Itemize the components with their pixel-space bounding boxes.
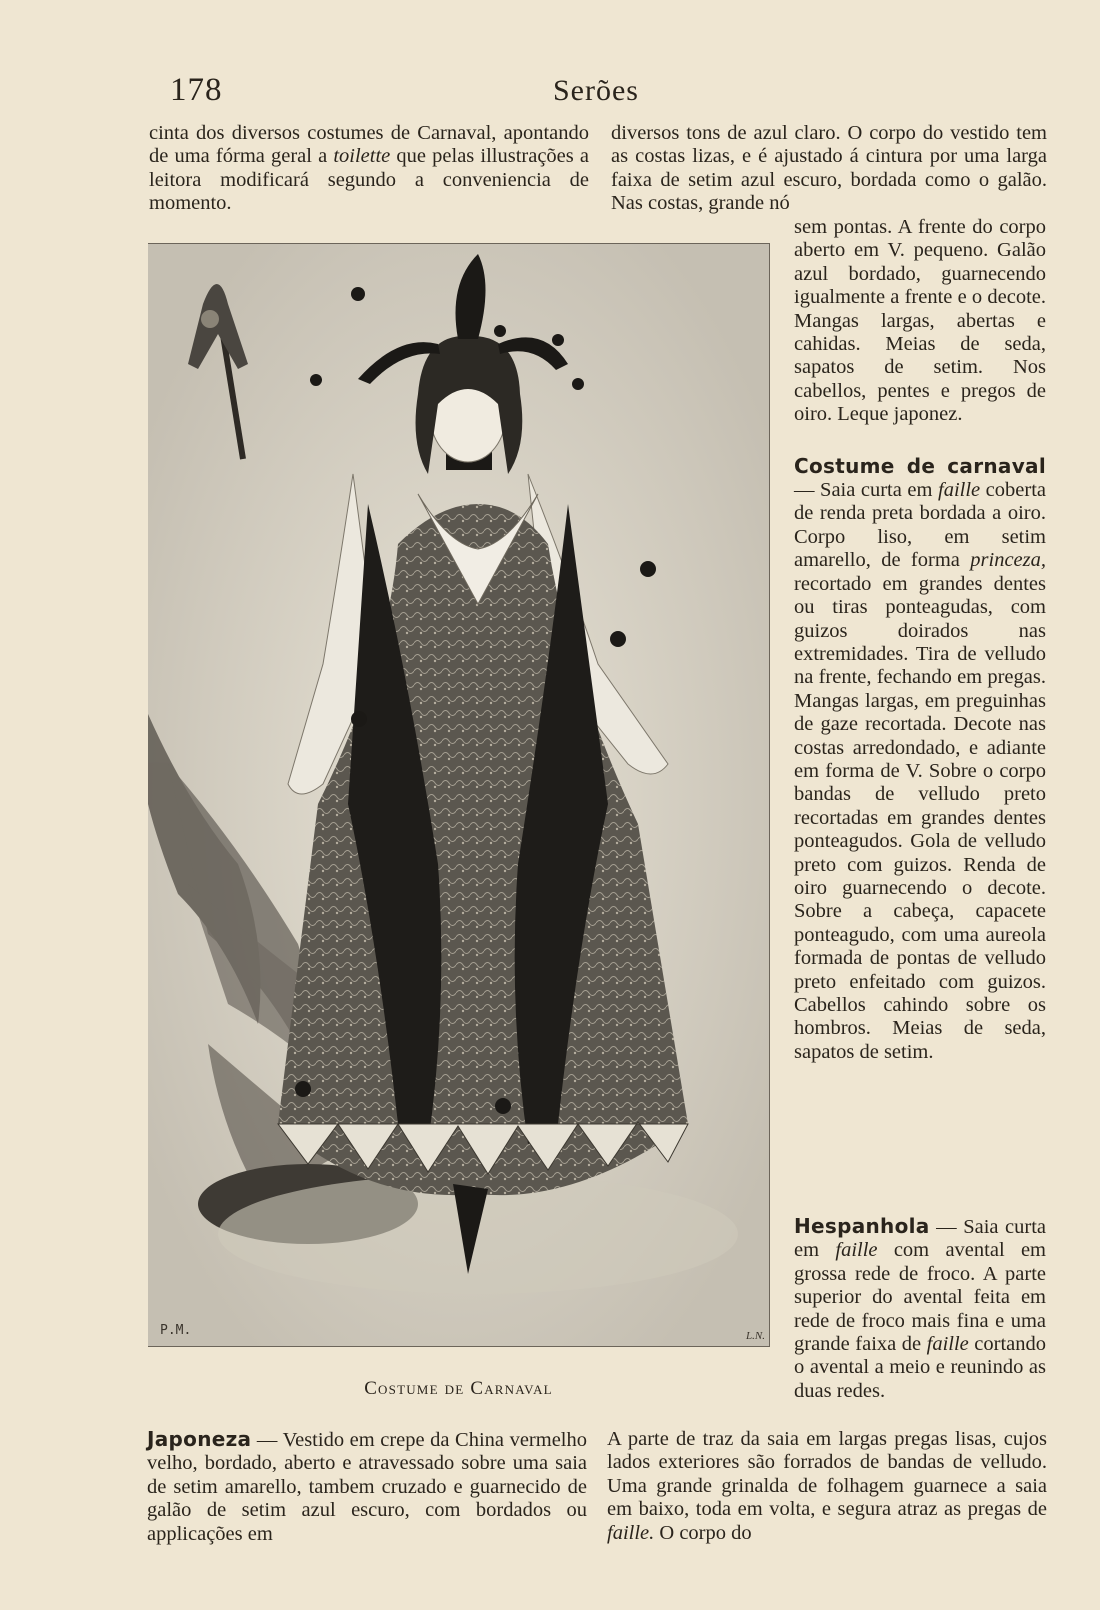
intro-right-column	[611, 122, 1047, 216]
carnaval-title: Costume de carnaval	[794, 453, 1046, 478]
intro-left-text-end: que pelas illustrações a leitora modificará segundo a conveniencia de momento.	[149, 145, 589, 215]
japoneza-title: Japoneza	[147, 1427, 252, 1451]
hespanhola-text-3: cortando o avental a meio e reunindo as duas redes.	[794, 1333, 1046, 1402]
illustration-drawing	[148, 244, 769, 1346]
page-header	[0, 72, 1100, 118]
japoneza-section	[147, 1428, 587, 1546]
intro-left-text: cinta dos diversos costumes de Carnaval, apontando de uma fórma geral a	[149, 122, 589, 168]
right-column	[794, 216, 1046, 1064]
bottom-right-column	[607, 1428, 1047, 1545]
hespanhola-emphasis-1: faille	[835, 1239, 878, 1262]
japoneza-paragraph	[147, 1428, 587, 1546]
illustration-caption: Costume de Carnaval	[364, 1378, 553, 1399]
intro-left-emphasis: toilette	[333, 145, 391, 168]
costume-illustration	[148, 243, 770, 1347]
page-number: 178	[170, 72, 223, 108]
running-title: Serões	[553, 74, 639, 107]
carnaval-text-1: Saia curta em	[820, 479, 938, 502]
hespanhola-title: Hespanhola	[794, 1214, 930, 1238]
previous-description-end: sem pontas. A frente do corpo aberto em V. pequeno. Galão azul bordado, guarnecendo igualmente a frente e o decote. Mangas largas, abertas e cahidas. Meias de seda, sapatos de setim. Nos cabellos, pentes e pregos de oiro. Leque japonez.	[794, 216, 1046, 426]
hespanhola-dash: —	[929, 1216, 964, 1238]
illustrator-signature: P.M.	[160, 1323, 192, 1338]
hespanhola-text-1: Saia curta em	[794, 1216, 1046, 1262]
carnaval-emphasis-2: princeza,	[970, 549, 1046, 572]
intro-left-paragraph	[149, 122, 589, 216]
bottom-right-paragraph	[607, 1428, 1047, 1545]
carnaval-dash: —	[794, 479, 821, 502]
bottom-right-text-1: A parte de traz da saia em largas pregas lisas, cujos lados exteriores são forrados de bandas de velludo. Uma grande grinalda de folhagem guarnece a saia em baixo, toda em volta, e segura atraz as pregas de	[607, 1428, 1047, 1521]
hespanhola-text-2: com avental em grossa rede de froco. A parte superior do avental feita em rede de froco mais fina e uma grande faixa de	[794, 1239, 1047, 1356]
carnaval-text-2: coberta de renda preta bordada a oiro. Corpo liso, em setim amarello, de forma	[794, 479, 1047, 572]
japoneza-text: Vestido em crepe da China vermelho velho, bordado, aberto e atravessado sobre uma saia de setim amarello, tambem cruzado e guarnecido de galão de setim azul escuro, com bordados ou applicações em	[147, 1429, 587, 1545]
carnaval-text-3: recortado em grandes dentes ou tiras ponteagudas, com guizos doirados nas extremidades. Tira de velludo na frente, fechando em pregas. Mangas largas, em preguinhas de gaze recortada. Decote nas costas arredondado, e adiante em forma de V. Sobre o corpo bandas de velludo preto recortadas em grandes dentes ponteagudos. Gola de velludo preto com guizos. Renda de oiro guarnecendo o decote. Sobre a cabeça, capacete ponteagudo, com uma aureola formada de pontas de velludo preto enfeitado com guizos. Cabellos cahindo sobre os hombros. Meias de seda, sapatos de setim.	[794, 572, 1046, 1063]
intro-left-column	[149, 122, 589, 216]
carnaval-section	[794, 455, 1046, 1065]
intro-right-paragraph: diversos tons de azul claro. O corpo do vestido tem as costas lizas, e é ajustado á cintura por uma larga faixa de setim azul escuro, bordada como o galão. Nas costas, grande nó	[611, 122, 1047, 215]
hespanhola-section	[794, 1215, 1046, 1403]
bottom-right-emphasis: faille.	[607, 1521, 655, 1544]
bottom-right-text-2: O corpo do	[654, 1521, 752, 1544]
hespanhola-paragraph	[794, 1215, 1046, 1403]
japoneza-dash: —	[251, 1429, 283, 1451]
engraver-initials: L.N.	[746, 1330, 765, 1342]
hespanhola-emphasis-2: faille	[926, 1333, 969, 1356]
carnaval-emphasis-1: faille	[938, 479, 981, 502]
